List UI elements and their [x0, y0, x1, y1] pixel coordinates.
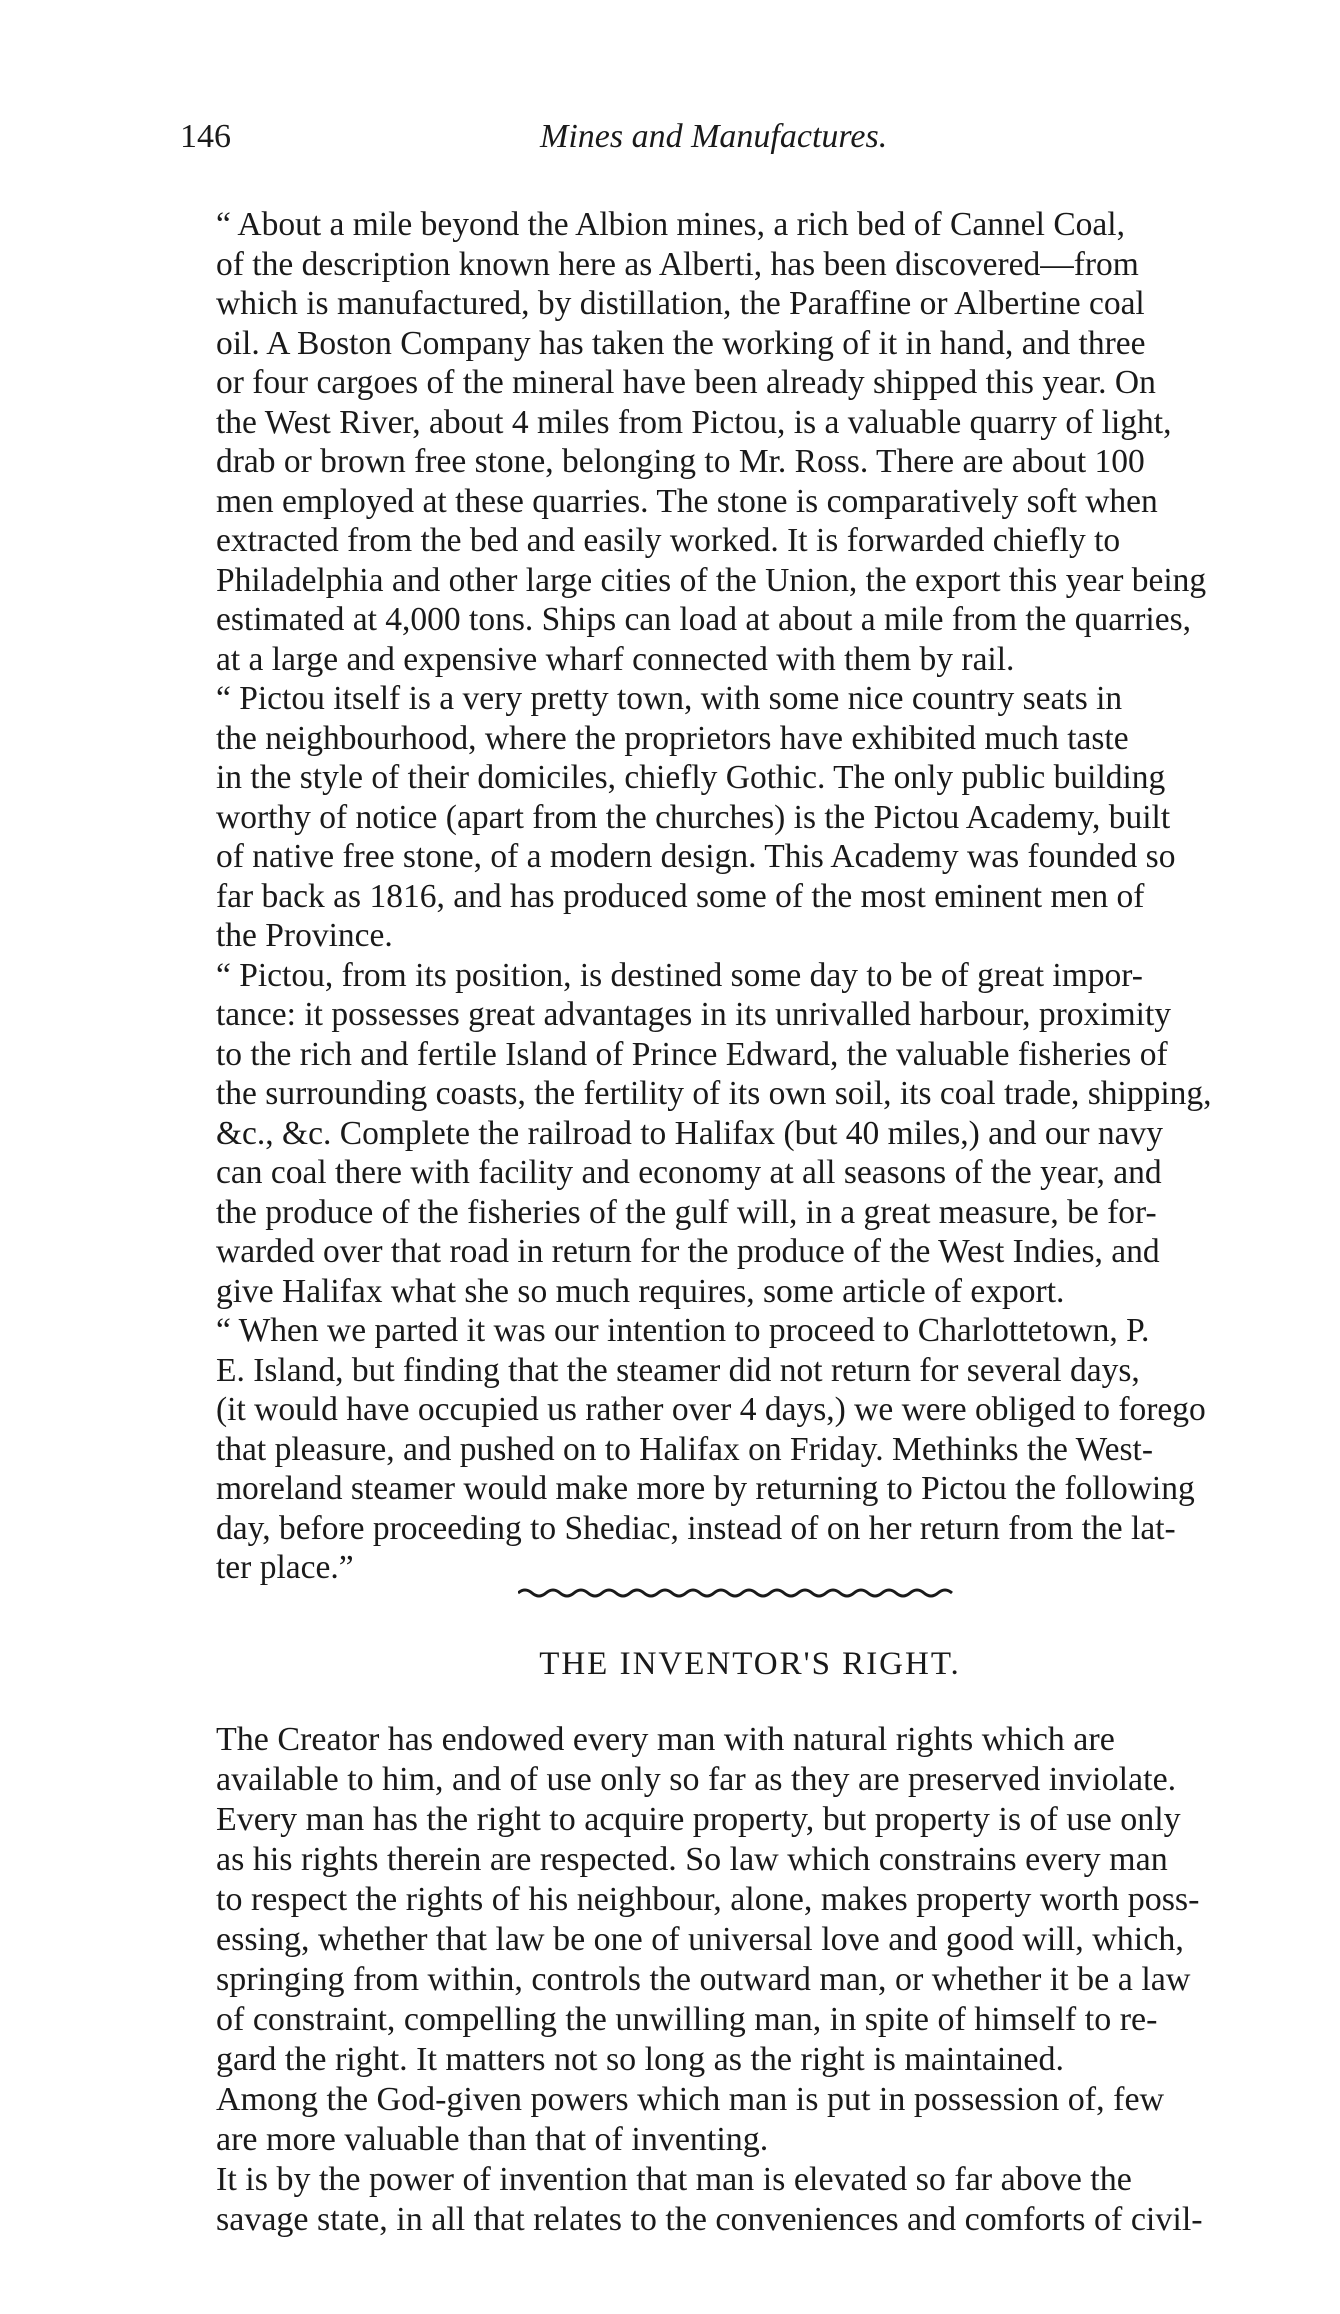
text-line: worthy of notice (apart from the churches) is the Pictou Academy, built: [216, 798, 1171, 836]
text-line: essing, whether that law be one of universal love and good will, which,: [216, 1921, 1184, 1958]
text-line: ter place.”: [216, 1549, 354, 1586]
text-line: springing from within, controls the outward man, or whether it be a law: [216, 1961, 1191, 1998]
paragraph-power-of-invention: [180, 2160, 1320, 2240]
text-line: “ Pictou itself is a very pretty town, with some nice country seats in: [216, 680, 1123, 717]
text-line: far back as 1816, and has produced some of the most eminent men of: [216, 877, 1145, 915]
text-line: the surrounding coasts, the fertility of its own soil, its coal trade, shipping,: [216, 1075, 1212, 1112]
text-line: oil. A Boston Company has taken the working of it in hand, and three: [216, 324, 1146, 362]
text-line: of native free stone, of a modern design. This Academy was founded so: [216, 838, 1176, 875]
inventors-right-section: [180, 1720, 1320, 2240]
text-line: give Halifax what she so much requires, some article of export.: [216, 1272, 1065, 1310]
text-line: the produce of the fisheries of the gulf will, in a great measure, be for-: [216, 1193, 1157, 1231]
text-line: or four cargoes of the mineral have been already shipped this year. On: [216, 364, 1156, 401]
page-number: 146: [180, 118, 231, 155]
text-line: can coal there with facility and economy at all seasons of the year, and: [216, 1154, 1162, 1191]
text-line: of constraint, compelling the unwilling man, in spite of himself to re-: [216, 2001, 1158, 2038]
text-line: the neighbourhood, where the proprietors have exhibited much taste: [216, 719, 1129, 757]
text-line: Among the God-given powers which man is put in possession of, few: [216, 2081, 1165, 2118]
text-line: warded over that road in return for the produce of the West Indies, and: [216, 1233, 1160, 1270]
text-line: of the description known here as Alberti, has been discovered—from: [216, 245, 1139, 283]
text-line: that pleasure, and pushed on to Halifax on Friday. Methinks the West-: [216, 1430, 1153, 1468]
paragraph-god-given-powers: [180, 2080, 1320, 2160]
text-line: drab or brown free stone, belonging to Mr. Ross. There are about 100: [216, 443, 1145, 480]
text-line: “ About a mile beyond the Albion mines, a rich bed of Cannel Coal,: [216, 206, 1125, 243]
paragraph-albion-mines: [180, 205, 1320, 679]
text-line: extracted from the bed and easily worked. It is forwarded chiefly to: [216, 522, 1121, 559]
text-line: It is by the power of invention that man is elevated so far above the: [216, 2161, 1132, 2198]
text-line: to respect the rights of his neighbour, alone, makes property worth poss-: [216, 1881, 1200, 1918]
text-line: which is manufactured, by distillation, the Paraffine or Albertine coal: [216, 285, 1145, 322]
text-line: as his rights therein are respected. So law which constrains every man: [216, 1841, 1168, 1878]
text-line: The Creator has endowed every man with natural rights which are: [216, 1721, 1115, 1758]
text-line: at a large and expensive wharf connected with them by rail.: [216, 640, 1015, 678]
text-line: “ Pictou, from its position, is destined some day to be of great impor-: [216, 956, 1143, 994]
text-line: tance: it possesses great advantages in its unrivalled harbour, proximity: [216, 996, 1172, 1033]
text-line: (it would have occupied us rather over 4 days,) we were obliged to forego: [216, 1391, 1206, 1428]
text-line: Every man has the right to acquire property, but property is of use only: [216, 1801, 1181, 1838]
paragraph-pictou-position: [180, 956, 1320, 1312]
text-line: in the style of their domiciles, chiefly Gothic. The only public building: [216, 759, 1166, 796]
text-line: moreland steamer would make more by returning to Pictou the following: [216, 1470, 1195, 1507]
text-line: to the rich and fertile Island of Prince Edward, the valuable fisheries of: [216, 1035, 1168, 1073]
text-line: available to him, and of use only so far as they are preserved inviolate.: [216, 1761, 1177, 1798]
text-line: “ When we parted it was our intention to proceed to Charlottetown, P.: [216, 1312, 1150, 1349]
running-head: [180, 118, 1210, 178]
text-line: &c., &c. Complete the railroad to Halifax (but 40 miles,) and our navy: [216, 1114, 1164, 1152]
section-title: THE INVENTOR'S RIGHT.: [539, 1646, 961, 1682]
paragraph-charlottetown: [180, 1311, 1320, 1588]
text-line: are more valuable than that of inventing.: [216, 2121, 769, 2158]
text-line: Philadelphia and other large cities of the Union, the export this year being: [216, 561, 1207, 599]
text-line: E. Island, but finding that the steamer did not return for several days,: [216, 1351, 1140, 1389]
text-line: the Province.: [216, 917, 393, 954]
text-line: day, before proceeding to Shediac, instead of on her return from the lat-: [216, 1509, 1176, 1547]
running-title: Mines and Manufactures.: [540, 118, 888, 155]
text-line: men employed at these quarries. The stone is comparatively soft when: [216, 482, 1158, 520]
wavy-rule-icon: [518, 1587, 958, 1599]
text-line: gard the right. It matters not so long as the right is maintained.: [216, 2041, 1064, 2078]
text-line: savage state, in all that relates to the conveniences and comforts of civil-: [216, 2201, 1203, 2238]
paragraph-natural-rights: [180, 1720, 1320, 2080]
text-line: estimated at 4,000 tons. Ships can load at about a mile from the quarries,: [216, 601, 1191, 638]
paragraph-pictou-town: [180, 679, 1320, 956]
quoted-section: [180, 205, 1320, 1588]
text-line: the West River, about 4 miles from Pictou, is a valuable quarry of light,: [216, 403, 1172, 441]
ornamental-divider: [518, 1587, 958, 1599]
